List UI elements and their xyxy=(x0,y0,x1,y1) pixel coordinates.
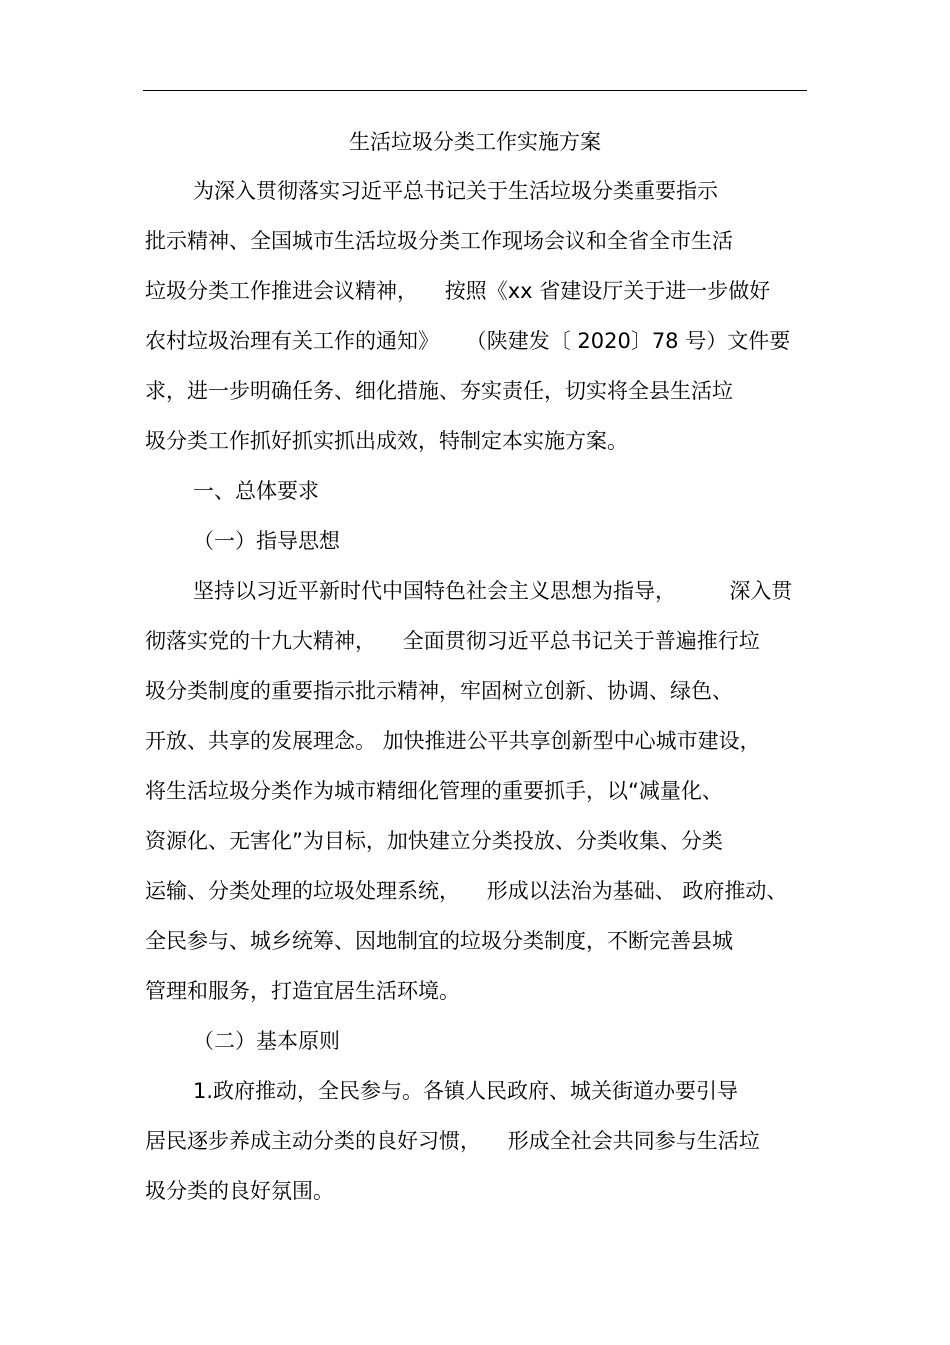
subsection-heading: （一）指导思想 xyxy=(193,529,340,553)
paragraph-line: 垃圾分类工作推进会议精神， 按照《xx 省建设厅关于进一步做好 xyxy=(145,279,771,303)
paragraph-line: 圾分类制度的重要指示批示精神，牢固树立创新、协调、绿色、 xyxy=(145,679,733,703)
paragraph-line: 农村垃圾治理有关工作的通知》 （陕建发〔 2020〕78 号）文件要 xyxy=(145,329,791,353)
paragraph-line: 居民逐步养成主动分类的良好习惯， 形成全社会共同参与生活垃 xyxy=(145,1129,760,1153)
paragraph-line: 1.政府推动，全民参与。各镇人民政府、城关街道办要引导 xyxy=(193,1079,739,1103)
paragraph-line: 资源化、无害化”为目标，加快建立分类投放、分类收集、分类 xyxy=(145,829,723,853)
paragraph-line: 彻落实党的十九大精神， 全面贯彻习近平总书记关于普遍推行垃 xyxy=(145,629,760,653)
paragraph-line: 运输、分类处理的垃圾处理系统， 形成以法治为基础、 政府推动、 xyxy=(145,879,788,903)
paragraph-line: 全民参与、城乡统筹、因地制宜的垃圾分类制度，不断完善县城 xyxy=(145,929,733,953)
paragraph-line: 坚持以习近平新时代中国特色社会主义思想为指导， 深入贯 xyxy=(193,579,793,603)
subsection-heading: （二）基本原则 xyxy=(193,1029,340,1053)
section-heading: 一、总体要求 xyxy=(193,479,319,503)
paragraph-line: 为深入贯彻落实习近平总书记关于生活垃圾分类重要指示 xyxy=(193,179,718,203)
paragraph-line: 开放、共享的发展理念。 加快推进公平共享创新型中心城市建设， xyxy=(145,729,761,753)
paragraph-line: 圾分类的良好氛围。 xyxy=(145,1179,334,1203)
paragraph-line: 管理和服务，打造宜居生活环境。 xyxy=(145,979,460,1003)
paragraph-line: 求，进一步明确任务、细化措施、夯实责任，切实将全县生活垃 xyxy=(145,379,733,403)
paragraph-line: 批示精神、全国城市生活垃圾分类工作现场会议和全省全市生活 xyxy=(145,229,733,253)
document-title: 生活垃圾分类工作实施方案 xyxy=(349,130,601,154)
header-rule xyxy=(143,90,807,91)
paragraph-line: 圾分类工作抓好抓实抓出成效，特制定本实施方案。 xyxy=(145,429,628,453)
paragraph-line: 将生活垃圾分类作为城市精细化管理的重要抓手，以“减量化、 xyxy=(145,779,723,803)
